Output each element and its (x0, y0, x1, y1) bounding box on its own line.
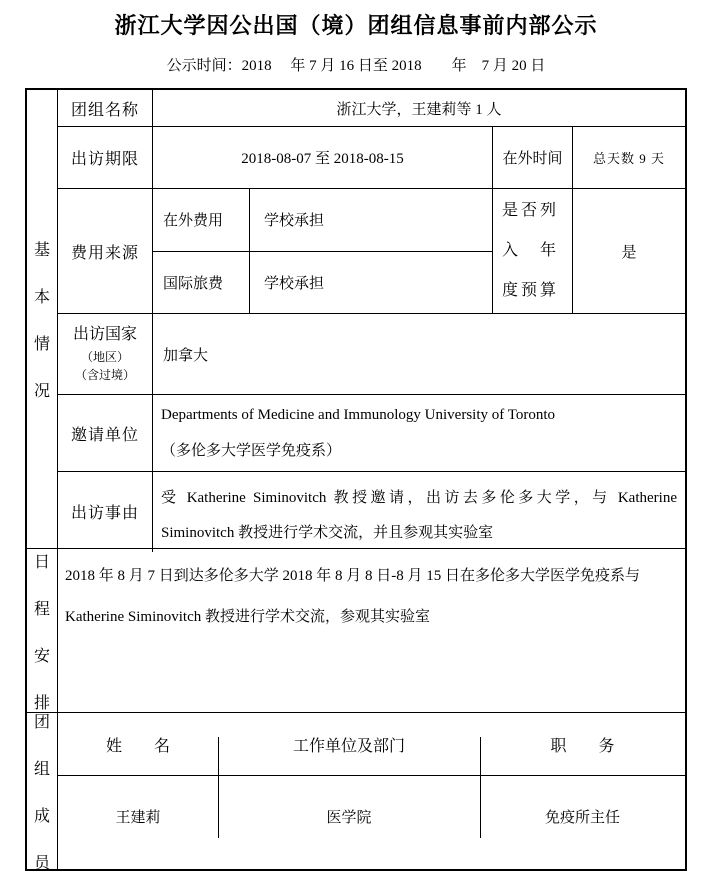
country-label-region: （地区） (80, 349, 129, 364)
intl-travel-value: 学校承担 (264, 275, 325, 292)
section-members (27, 712, 685, 872)
member-name: 王建莉 (115, 810, 161, 826)
members-vertical-label (27, 713, 58, 872)
members-header-row (58, 713, 685, 776)
row-destination-country (58, 314, 685, 395)
inviter-value (153, 395, 685, 471)
funding-row-intl-travel (153, 252, 492, 314)
budget-label-line: 入 年 (502, 242, 560, 259)
section-basic-info (27, 90, 685, 548)
vlabel-char: 程 (33, 600, 50, 618)
member-col-divider-2 (480, 737, 481, 838)
budget-included-value: 是 (621, 244, 637, 261)
purpose-label: 出访事由 (58, 472, 153, 552)
basic-info-vertical-label (27, 90, 58, 548)
budget-label-line: 度预算 (502, 282, 560, 299)
info-table (25, 88, 687, 871)
vlabel-char: 成 (33, 808, 50, 825)
inviter-value-en: Departments of Medicine and Immunology University of Toronto (161, 407, 556, 423)
vlabel-char: 员 (33, 855, 50, 872)
member-unit: 医学院 (326, 810, 372, 826)
vlabel-char: 基 (33, 242, 50, 259)
group-name-label: 团组名称 (58, 90, 153, 126)
members-header-unit: 工作单位及部门 (292, 737, 405, 755)
country-label-main: 出访国家 (72, 326, 137, 343)
vlabel-char: 团 (33, 714, 50, 731)
intl-travel-label: 国际旅费 (153, 252, 250, 314)
country-value: 加拿大 (163, 347, 209, 364)
funding-row-abroad (153, 189, 492, 252)
row-inviter (58, 395, 685, 472)
funding-sub-table (153, 189, 493, 313)
budget-included-label (493, 189, 573, 313)
abroad-expense-label: 在外费用 (153, 189, 250, 251)
vlabel-char: 组 (33, 761, 50, 778)
inviter-value-cn: （多伦多大学医学免疫系） (161, 443, 342, 459)
time-abroad-value: 总天数 9 天 (592, 151, 665, 166)
visit-period-label: 出访期限 (58, 127, 153, 188)
member-col-divider-1 (218, 737, 219, 838)
group-name-value: 浙江大学，王建莉等 1 人 (336, 101, 502, 118)
schedule-value: 2018 年 8 月 7 日到达多伦多大学 2018 年 8 月 8 日-8 月 15 日在多伦多大学医学免疫系与 Katherine Siminovitch 教授进行学术交流，参观其实验室 (65, 568, 640, 625)
vlabel-char: 日 (33, 553, 50, 571)
publicity-period: 公示时间：2018 年 7 月 16 日至 2018 年 7 月 20 日 (166, 58, 546, 74)
section-schedule (27, 548, 685, 712)
row-funding-source (58, 189, 685, 314)
members-header-name: 姓 名 (105, 737, 170, 755)
funding-source-label: 费用来源 (58, 189, 153, 313)
visit-period-value: 2018-08-07 至 2018-08-15 (153, 127, 493, 188)
members-table (58, 713, 685, 869)
member-title: 免疫所主任 (544, 810, 620, 826)
time-abroad-label: 在外时间 (493, 127, 573, 188)
vlabel-char: 排 (33, 694, 50, 712)
row-visit-period (58, 127, 685, 189)
members-header-title: 职 务 (550, 737, 615, 755)
budget-label-line: 是否列 (502, 202, 560, 219)
country-label (58, 314, 153, 394)
vlabel-char: 情 (33, 336, 50, 353)
abroad-expense-value: 学校承担 (264, 213, 325, 230)
vlabel-char: 况 (33, 383, 50, 400)
basic-info-body (58, 90, 685, 548)
member-row (58, 776, 685, 869)
row-visit-purpose (58, 472, 685, 552)
vlabel-char: 本 (33, 289, 50, 306)
purpose-value: 受 Katherine Siminovitch 教授邀请，出访去多伦多大学，与 Katherine Siminovitch 教授进行学术交流，并且参观其实验室 (161, 490, 677, 542)
row-group-name (58, 90, 685, 127)
vlabel-char: 安 (33, 647, 50, 665)
page-title: 浙江大学因公出国（境）团组信息事前内部公示 (114, 13, 598, 38)
inviter-label: 邀请单位 (58, 395, 153, 471)
country-label-transit: （含过境） (74, 368, 135, 383)
schedule-vertical-label (27, 549, 58, 712)
